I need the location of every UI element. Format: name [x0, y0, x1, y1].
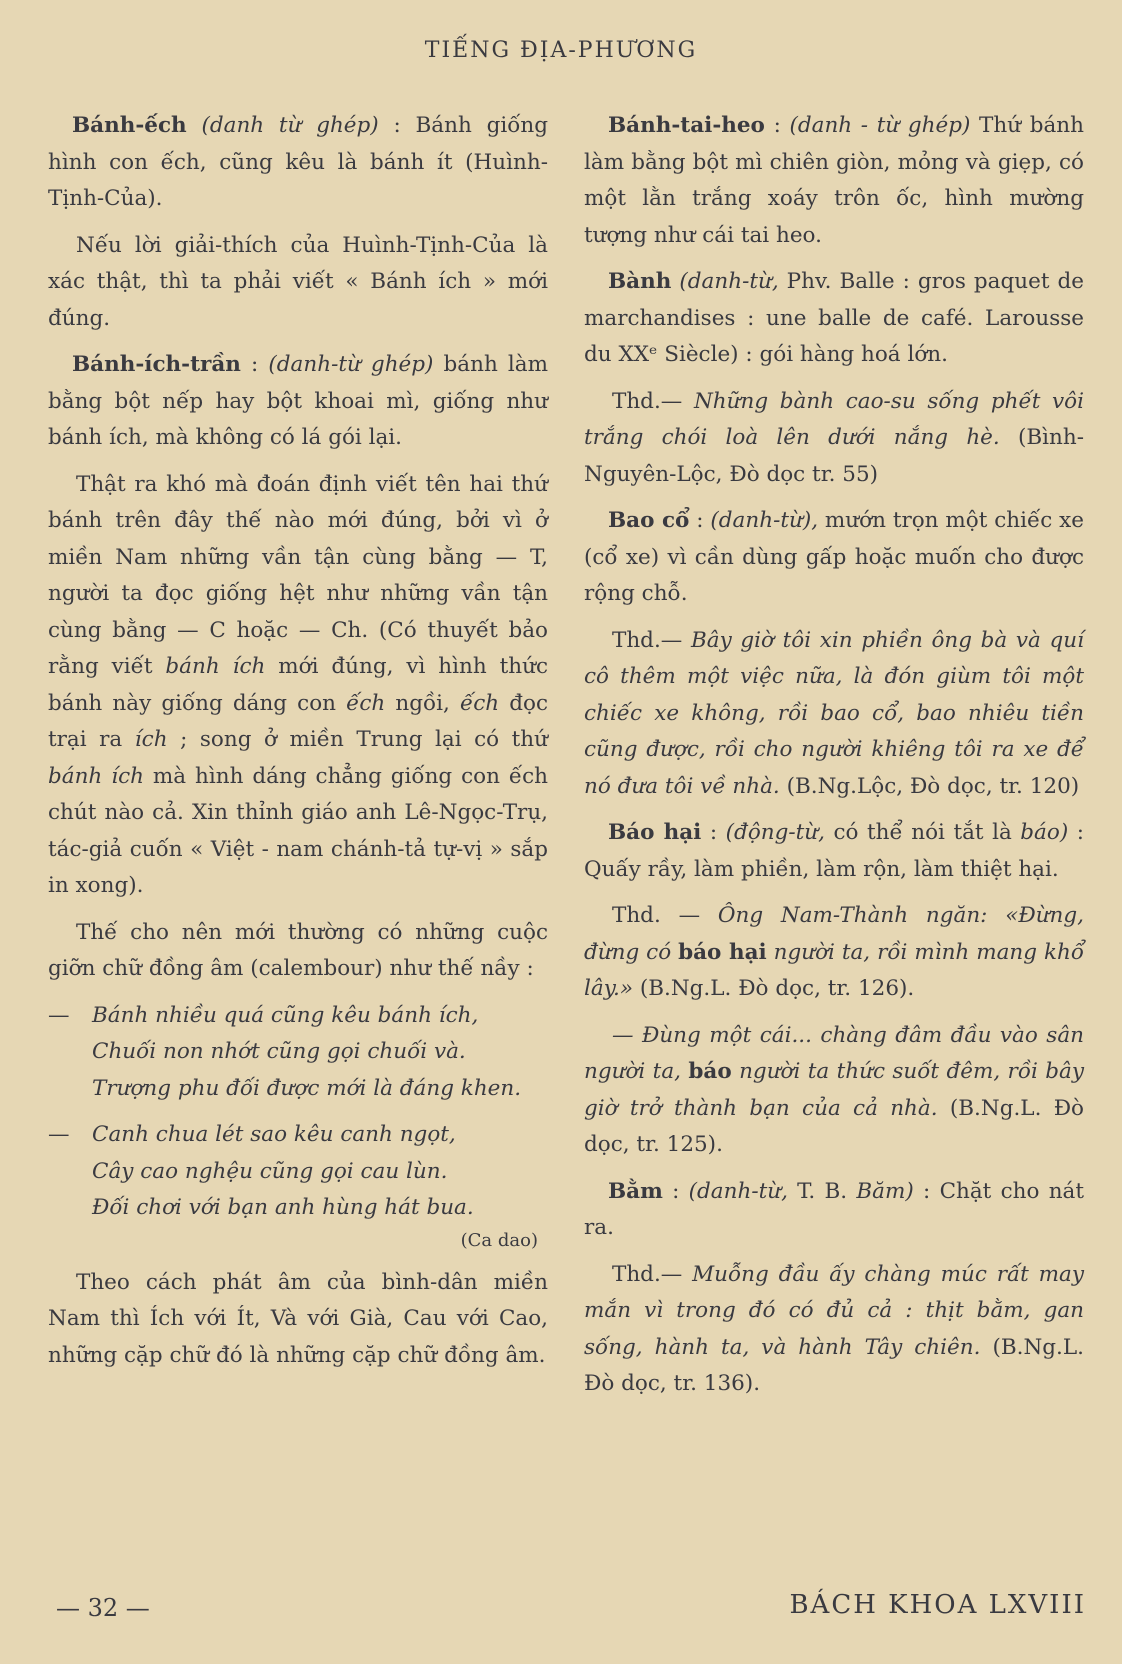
example: — Đùng một cái... chàng đâm đầu vào sân người ta, báo người ta thức suốt đêm, rồi bây giờ trở thành bạn của cả nhà. (B.Ng.L. Đò dọc, tr. 125). — [584, 1022, 1084, 1157]
example: Thd.— Muỗng đầu ấy chàng múc rất may mắn vì trong đó có đủ cả : thịt bằm, gan sống, hành ta, và hành Tây chiên. (B.Ng.L. Đò dọc, tr. 136). — [584, 1261, 1084, 1396]
entry-pos: (động-từ, — [725, 820, 825, 845]
right-column — [584, 108, 1084, 1413]
poem-stanza-2: — Canh chua lét sao kêu canh ngọt, Cây cao nghệu cũng gọi cau lùn. Đối chơi với bạn anh hùng hát bua. (Ca dao) — [48, 1117, 548, 1255]
page-header: TIẾNG ĐỊA-PHƯƠNG — [424, 38, 698, 63]
left-column — [48, 108, 548, 1384]
entry-definition: bánh làm bằng bột nếp hay bột khoai mì, giống như bánh ích, mà không có lá gói lại. — [48, 352, 548, 450]
paragraph: Thật ra khó mà đoán định viết tên hai thứ bánh trên đây thế nào mới đúng, bởi vì ở miền Nam những vần tận cùng bằng — T, người ta đọc giống hệt như những vần tận cùng bằng — C hoặc — Ch. (Có thuyết bảo rằng viết bánh ích mới đúng, vì hình thức bánh này giống dáng con ếch ngồi, ếch đọc trại ra ích ; song ở miền Trung lại có thứ bánh ích mà hình dáng chẳng giống con ếch chút nào cả. Xin thỉnh giáo anh Lê-Ngọc-Trụ, tác-giả cuốn « Việt - nam chánh-tả tự-vị » sắp in xong). — [48, 471, 549, 898]
poem-line: Đối chơi với bạn anh hùng hát bua. — [92, 1195, 474, 1220]
entry-pos: (danh-từ ghép) — [268, 352, 434, 377]
entry-headword: Bánh-tai-heo — [608, 113, 765, 138]
entry-headword: Bánh-ếch — [72, 113, 187, 138]
entry-headword: Bành — [608, 269, 672, 294]
entry-pos: (danh - từ ghép) — [789, 113, 971, 138]
page-number: — 32 — — [56, 1594, 150, 1622]
paragraph: Theo cách phát âm của bình-dân miền Nam thì Ích với Ít, Và với Già, Cau với Cao, những cặp chữ đó là những cặp chữ đồng âm. — [48, 1269, 548, 1368]
paragraph: Thế cho nên mới thường có những cuộc giỡn chữ đồng âm (calembour) như thế nầy : — [48, 919, 548, 981]
poem-line: Trượng phu đối được mới là đáng khen. — [92, 1075, 522, 1101]
entry-bao-co: Bao cổ : (danh-từ), mướn trọn một chiếc xe (cổ xe) vì cần dùng gấp hoặc muốn cho được rộng chỗ. — [584, 508, 1084, 606]
entry-banh-ich-tran: Bánh-ích-trần : (danh-từ ghép) bánh làm bằng bột nếp hay bột khoai mì, giống như bánh ích, mà không có lá gói lại. — [48, 352, 548, 450]
entry-banh — [584, 264, 1084, 374]
example: Thd.— Những bành cao-su sống phết vôi trắng chói loà lên dưới nắng hè. (Bình-Nguyên-Lộc, Đò dọc tr. 55) — [584, 388, 1084, 487]
entry-pos: (danh từ ghép) — [201, 113, 379, 138]
entry-definition: : Bánh giống hình con ếch, cũng kêu là bánh ít (Huình-Tịnh-Của). — [48, 113, 548, 211]
entry-definition: Thứ bánh làm bằng bột mì chiên giòn, mỏng và giẹp, có một lằn trắng xoáy trôn ốc, hình mường tượng như cái tai heo. — [584, 113, 1085, 248]
poem-line: Chuối non nhớt cũng gọi chuối và. — [92, 1039, 466, 1064]
entry-pos: (danh-từ), — [710, 508, 819, 533]
poem-line: Bánh nhiều quá cũng kêu bánh ích, — [92, 1002, 479, 1028]
journal-title: BÁCH KHOA LXVIII — [789, 1590, 1086, 1620]
entry-headword: Báo hại — [608, 820, 702, 845]
entry-definition: Phv. Balle : gros paquet de marchandises : une balle de café. Larousse du XXᵉ Siècle) : gói hàng hoá lớn. — [584, 269, 1084, 367]
entry-headword: Bằm — [608, 1178, 663, 1204]
entry-banh-tai-heo: Bánh-tai-heo : (danh - từ ghép) Thứ bánh làm bằng bột mì chiên giòn, mỏng và giẹp, có một lằn trắng xoáy trôn ốc, hình mường tượng như cái tai heo. — [584, 113, 1085, 248]
poem-stanza-1: — Bánh nhiều quá cũng kêu bánh ích, Chuối non nhớt cũng gọi chuối và. Trượng phu đối được mới là đáng khen. — [48, 998, 548, 1108]
poem-line: Cây cao nghệu cũng gọi cau lùn. — [92, 1158, 448, 1184]
entry-bam: Bằm : (danh-từ, T. B. Băm) : Chặt cho nát ra. — [584, 1178, 1084, 1240]
entry-pos: (danh-từ, — [688, 1178, 788, 1204]
entry-pos: (danh-từ, — [679, 269, 779, 294]
poem-line: Canh chua lét sao kêu canh ngọt, — [92, 1122, 456, 1147]
paragraph: Nếu lời giải-thích của Huình-Tịnh-Của là xác thật, thì ta phải viết « Bánh ích » mới đúng. — [48, 232, 548, 331]
entry-bao-hai: Báo hại : (động-từ, có thể nói tắt là báo) : Quấy rầy, làm phiền, làm rộn, làm thiệt hại. — [584, 820, 1084, 882]
entry-headword: Bao cổ — [608, 508, 690, 533]
entry-banh-ech — [48, 108, 548, 218]
example: Thd. — Ông Nam-Thành ngăn: «Đừng, đừng có báo hại người ta, rồi mình mang khổ lây.» (B.Ng.L. Đò dọc, tr. 126). — [584, 903, 1084, 1001]
poem-source: (Ca dao) — [460, 1229, 538, 1251]
entry-headword: Bánh-ích-trần — [72, 352, 241, 377]
entry-definition: mướn trọn một chiếc xe (cổ xe) vì cần dùng gấp hoặc muốn cho được rộng chỗ. — [584, 508, 1084, 606]
example: Thd.— Bây giờ tôi xin phiền ông bà và quí cô thêm một việc nữa, là đón giùm tôi một chiếc xe không, rồi bao cổ, bao nhiêu tiền cũng được, rồi cho người khiêng tôi ra xe để nó đưa tôi về nhà. (B.Ng.Lộc, Đò dọc, tr. 120) — [584, 627, 1084, 799]
